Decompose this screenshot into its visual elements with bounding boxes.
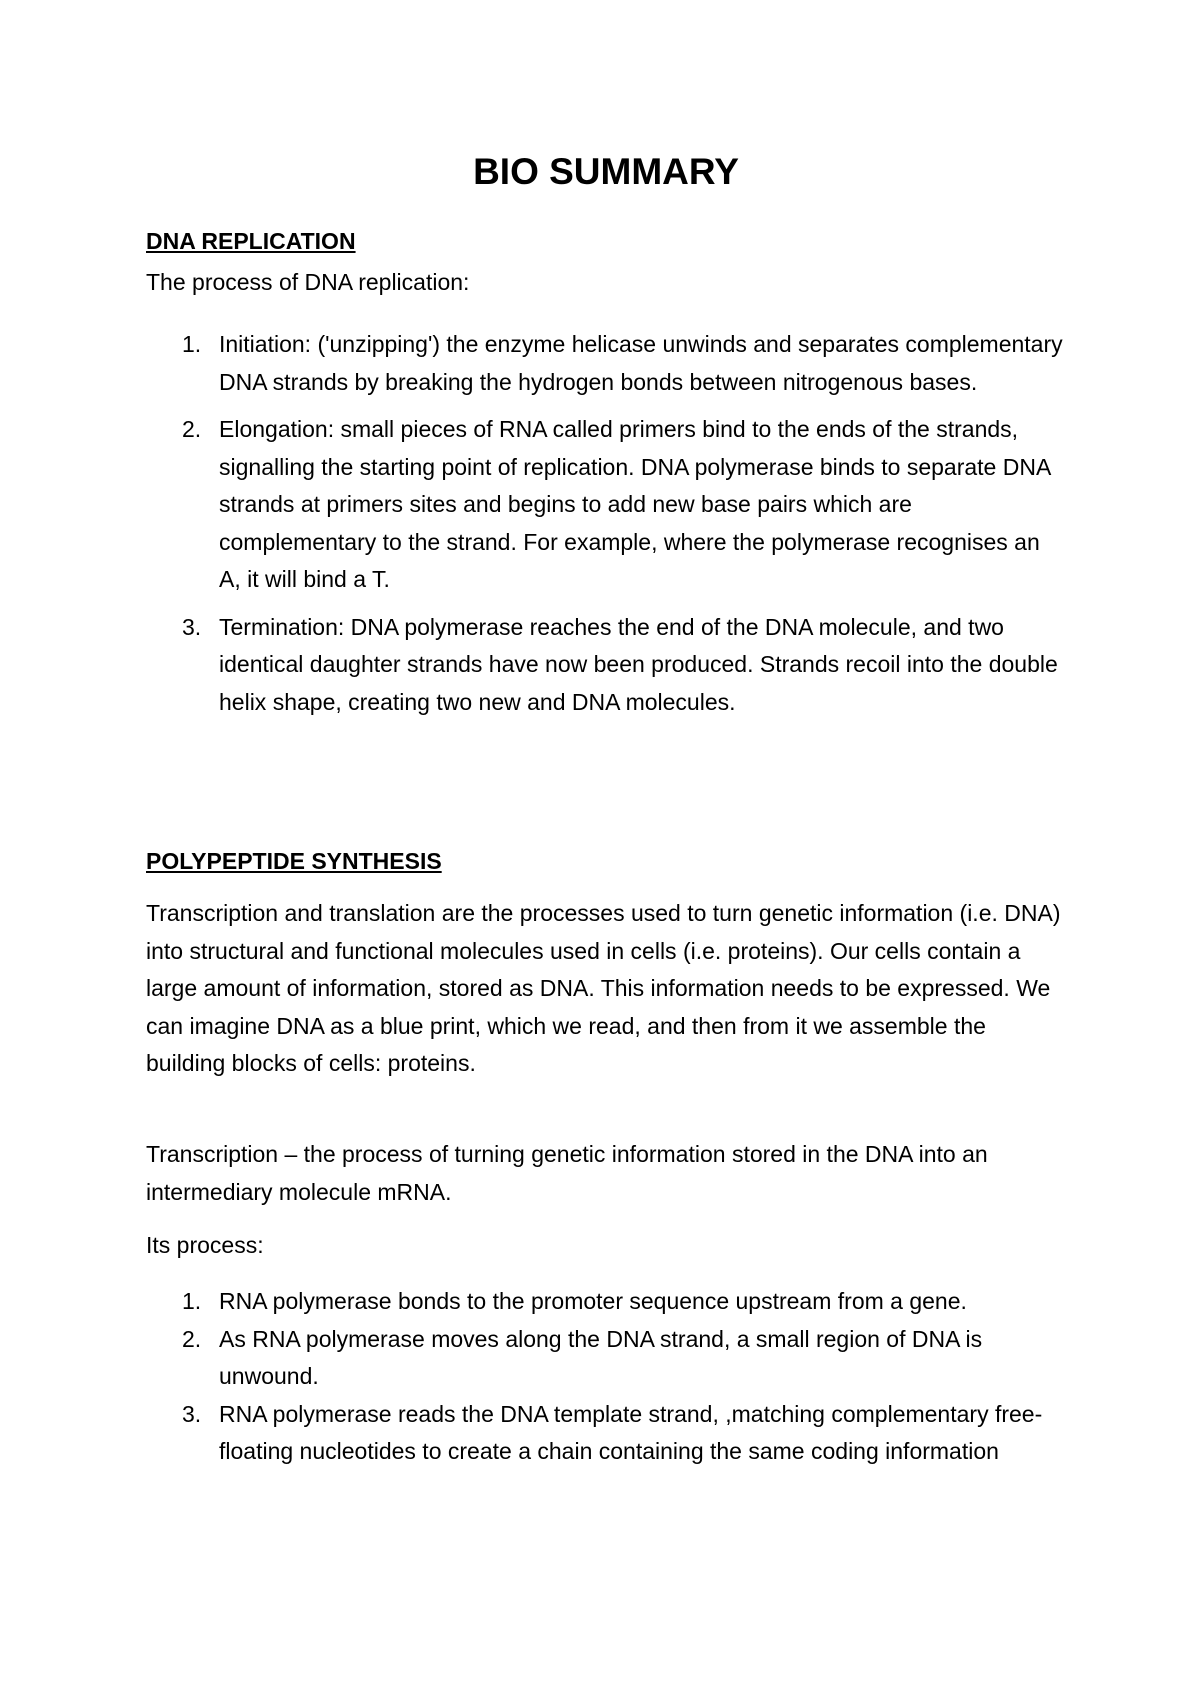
list-item-text: As RNA polymerase moves along the DNA strand, a small region of DNA is unwound.: [219, 1325, 983, 1389]
list-item-text: RNA polymerase bonds to the promoter sequence upstream from a gene.: [219, 1288, 967, 1314]
list-item-text: Initiation: ('unzipping') the enzyme helicase unwinds and separates complementary DNA strands by breaking the hydrogen bonds between nitrogenous bases.: [219, 331, 1063, 395]
list-item: [146, 1283, 1066, 1321]
list-item-number: 3.: [182, 1400, 202, 1427]
transcription-steps: [146, 1283, 1066, 1471]
polypeptide-synthesis-heading: POLYPEPTIDE SYNTHESIS: [146, 848, 442, 874]
list-item-text: Termination: DNA polymerase reaches the end of the DNA molecule, and two identical daughter strands have now been produced. Strands recoil into the double helix shape, creating two new and DNA molecules.: [219, 613, 1058, 715]
list-item: [146, 609, 1066, 722]
dna-replication-intro: The process of DNA replication:: [146, 269, 470, 295]
list-item: [146, 1321, 1066, 1396]
list-item: [146, 411, 1066, 599]
list-item-text: RNA polymerase reads the DNA template strand, ,matching complementary free-floating nucleotides to create a chain containing the same coding information: [219, 1400, 1043, 1464]
dna-replication-heading: DNA REPLICATION: [146, 228, 356, 254]
list-item-number: 2.: [182, 416, 202, 442]
list-item-number: 1.: [182, 331, 202, 357]
list-item-number: 2.: [182, 1325, 202, 1352]
list-item: [146, 1396, 1066, 1471]
dna-replication-steps: [146, 326, 1066, 731]
list-item: [146, 326, 1066, 401]
document-title: BIO SUMMARY: [473, 151, 739, 192]
polypeptide-paragraph-1: Transcription and translation are the processes used to turn genetic information (i.e. DNA) into structural and functional molecules used in cells (i.e. proteins). Our cells contain a large amount of information, stored as DNA. This information needs to be expressed. We can imagine DNA as a blue print, which we read, and then from it we assemble the building blocks of cells: proteins.: [146, 900, 1061, 1076]
list-item-number: 3.: [182, 613, 202, 640]
list-item-text: Elongation: small pieces of RNA called primers bind to the ends of the strands, signalling the starting point of replication. DNA polymerase binds to separate DNA strands at primers sites and begins to add new base pairs which are complementary to the strand. For example, where the polymerase recognises an A, it will bind a T.: [219, 416, 1051, 592]
polypeptide-paragraph-2: Transcription – the process of turning genetic information stored in the DNA into an intermediary molecule mRNA.: [146, 1141, 988, 1205]
process-label: Its process:: [146, 1232, 264, 1258]
list-item-number: 1.: [182, 1288, 202, 1314]
